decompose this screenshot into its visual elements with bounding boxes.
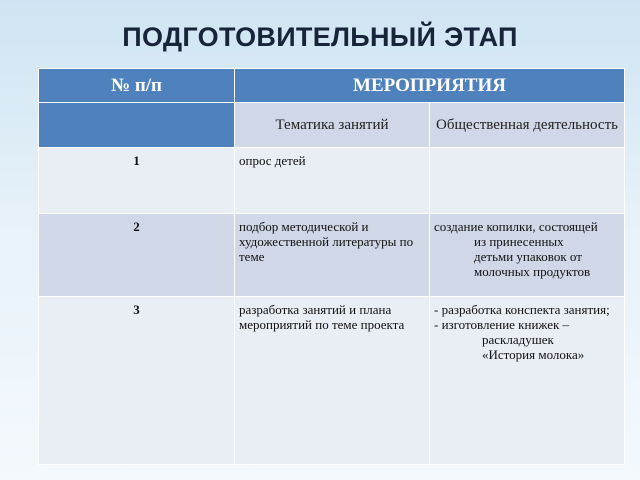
- subheader-empty: [39, 103, 235, 148]
- subheader-social: Общественная деятельность: [430, 103, 625, 148]
- page-title: ПОДГОТОВИТЕЛЬНЫЙ ЭТАП: [122, 22, 518, 52]
- row-social: [430, 148, 625, 214]
- subheader-topics: Тематика занятий: [235, 103, 430, 148]
- table-subheader-row: [39, 103, 625, 148]
- social-line: раскладушек: [482, 332, 554, 347]
- header-events: МЕРОПРИЯТИЯ: [235, 69, 625, 103]
- table-row: [39, 214, 625, 297]
- table-row: [39, 297, 625, 465]
- social-line: - изготовление книжек –: [434, 317, 570, 332]
- social-line: создание копилки, состоящей: [434, 219, 598, 234]
- social-line: «История молока»: [482, 347, 585, 362]
- row-number: 3: [39, 297, 235, 465]
- events-table: [38, 68, 625, 465]
- social-line: молочных продуктов: [474, 264, 591, 279]
- social-line: - разработка конспекта занятия;: [434, 302, 610, 317]
- table-row: [39, 148, 625, 214]
- row-topic: опрос детей: [235, 148, 430, 214]
- row-topic: разработка занятий и плана мероприятий по теме проекта: [235, 297, 430, 465]
- table-header-row: [39, 69, 625, 103]
- social-line: из принесенных: [474, 234, 564, 249]
- row-topic: подбор методической и художественной литературы по теме: [235, 214, 430, 297]
- row-social: [430, 297, 625, 465]
- row-number: 1: [39, 148, 235, 214]
- row-social: [430, 214, 625, 297]
- social-line: детьми упаковок от: [474, 249, 582, 264]
- row-number: 2: [39, 214, 235, 297]
- header-number: № п/п: [39, 69, 235, 103]
